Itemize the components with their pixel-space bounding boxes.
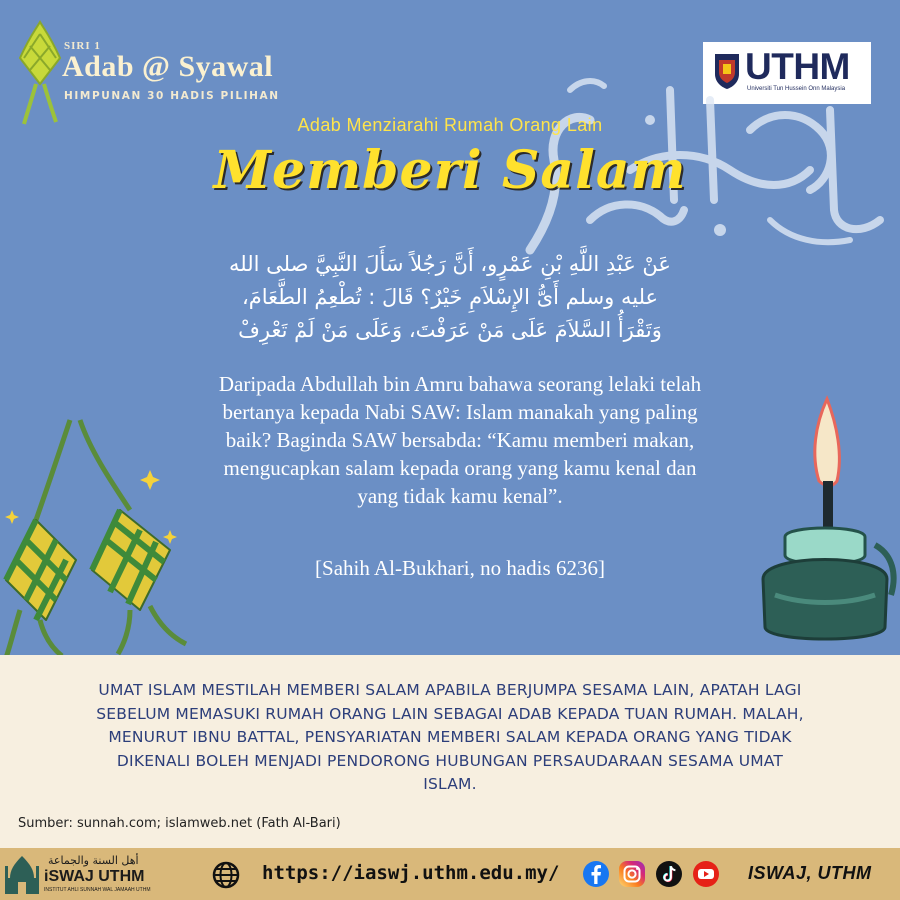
website-link[interactable]: https://iaswj.uthm.edu.my/	[262, 862, 560, 884]
organization-name: ISWAJ, UTHM	[748, 863, 872, 883]
facebook-icon[interactable]	[582, 860, 610, 888]
arabic-line: عَنْ عَبْدِ اللَّهِ بْنِ عَمْرٍو، أَنَّ رَجُلاً سَأَلَ النَّبِيَّ صلى الله	[229, 252, 671, 276]
mosque-icon	[4, 852, 40, 898]
arabic-line: وَتَقْرَأُ السَّلاَمَ عَلَى مَنْ عَرَفْتَ، وَعَلَى مَنْ لَمْ تَعْرِفْ	[238, 318, 662, 342]
iswaj-arabic-text: أهل السنة والجماعة	[48, 854, 139, 867]
iswaj-tagline: INSTITUT AHLI SUNNAH WAL JAMAAH UTHM	[44, 887, 151, 893]
iswaj-name: iSWAJ UTHM	[44, 868, 145, 885]
translation-line: bertanya kepada Nabi SAW: Islam manakah yang paling	[222, 400, 698, 424]
translation-line: mengucapkan salam kepada orang yang kamu kenal dan	[223, 456, 697, 480]
series-badge	[16, 18, 316, 128]
lesson-line: ISLAM.	[423, 775, 477, 793]
lesson-line: DIKENALI BOLEH MENJADI PENDORONG HUBUNGAN PERSAUDARAAN SESAMA UMAT	[116, 751, 784, 770]
translation-line: baik? Baginda SAW bersabda: “Kamu memberi makan,	[225, 428, 695, 452]
series-title: Adab @ Syawal	[62, 50, 274, 83]
uthm-logo-text: UTHM	[745, 46, 850, 87]
globe-icon	[212, 861, 240, 889]
hadith-citation: [Sahih Al-Bukhari, no hadis 6236]	[315, 556, 605, 580]
translation-line: yang tidak kamu kenal”.	[357, 484, 563, 508]
series-subtitle: HIMPUNAN 30 HADIS PILIHAN	[64, 90, 280, 102]
tiktok-icon[interactable]	[655, 860, 683, 888]
oil-lamp-illustration	[745, 395, 900, 655]
lesson-text	[28, 679, 872, 797]
translation-line: Daripada Abdullah bin Amru bahawa seorang lelaki telah	[218, 372, 702, 396]
lesson-line: MENURUT IBNU BATTAL, PENSYARIATAN MEMBERI SALAM KEPADA ORANG YANG TIDAK	[108, 728, 792, 746]
lesson-panel	[0, 655, 900, 848]
iswaj-logo	[4, 850, 164, 898]
lesson-line: UMAT ISLAM MESTILAH MEMBERI SALAM APABILA BERJUMPA SESAMA LAIN, APATAH LAGI	[98, 681, 802, 699]
lesson-line: SEBELUM MEMASUKI RUMAH ORANG LAIN SEBAGAI ADAB KEPADA TUAN RUMAH. MALAH,	[96, 704, 804, 723]
arabic-hadith	[150, 248, 750, 347]
source-reference: Sumber: sunnah.com; islamweb.net (Fath Al-Bari)	[18, 816, 341, 831]
series-label: SIRI 1	[64, 40, 101, 52]
youtube-icon[interactable]	[692, 860, 720, 888]
arabic-line: عليه وسلم أَىُّ الإِسْلاَمِ خَيْرٌ؟ قَالَ : تُطْعِمُ الطَّعَامَ،	[241, 285, 659, 309]
ketupat-icon	[16, 18, 66, 128]
hadith-translation	[150, 370, 770, 510]
topic-subtitle: Adab Menziarahi Rumah Orang Lain	[297, 115, 603, 135]
uthm-logo-subtext: Universiti Tun Hussein Onn Malaysia	[747, 86, 846, 92]
ketupat-illustration	[0, 410, 200, 660]
page-title: Memberi Salam	[213, 140, 687, 201]
instagram-icon[interactable]	[618, 860, 646, 888]
footer-bar	[0, 848, 900, 900]
